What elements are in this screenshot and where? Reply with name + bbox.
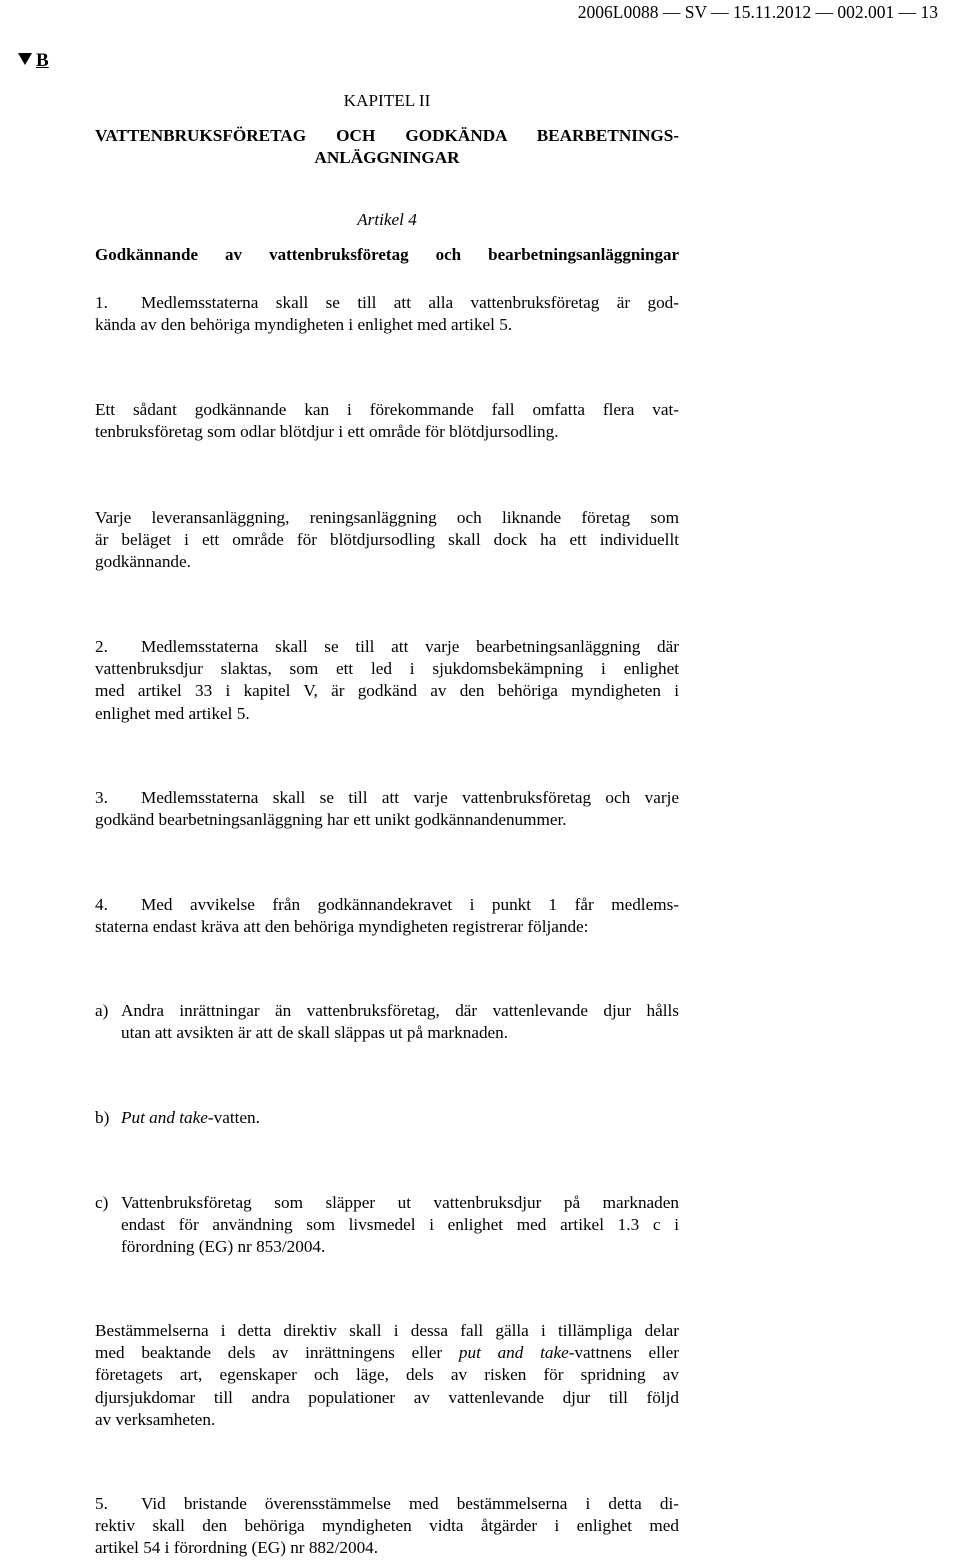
chapter-title xyxy=(95,125,679,169)
paragraph-1 xyxy=(95,292,679,336)
italic-term: Put and take xyxy=(121,1108,208,1127)
paragraph-number: 3. xyxy=(95,788,108,807)
paragraph-1-third: Varje leveransanläggning, reningsanläggning och liknande företag som är beläget i ett område för blötdjursodling skall dock ha ett individuellt godkännande. xyxy=(95,508,679,572)
paragraph-4-continuation: Bestämmelserna i detta direktiv skall i dessa fall gälla i tillämpliga delar med beaktande dels av inrättningens eller put and take-vattnens eller företagets art, egenskaper och läge, dels av risken för spridning av djursjukdomar till andra populationer av vattenlevande djur till följd av verksamheten. xyxy=(95,1321,680,1429)
paragraph-1-second: Ett sådant godkännande kan i förekommande fall omfatta flera vat- tenbruksföretag som odlar blötdjur i ett område för blötdjursodling. xyxy=(95,400,679,442)
list-item-c: c) Vattenbruksföretag som släpper ut vattenbruksdjur på marknaden endast för användning som livsmedel i enlighet med artikel 1.3 c i förordning (EG) nr 853/2004. xyxy=(95,1193,679,1257)
chapter-title-line-1: VATTENBRUKSFÖRETAG OCH GODKÄNDA BEARBETNINGS- xyxy=(95,126,680,145)
amendment-marker xyxy=(18,50,49,72)
paragraph-number: 2. xyxy=(95,637,108,656)
paragraph-1-line-2: kända av den behöriga myndigheten i enlighet med artikel 5. xyxy=(95,315,513,335)
list-item-label: c) xyxy=(95,1193,109,1212)
chapter-title-line-2: ANLÄGGNINGAR xyxy=(314,148,460,168)
paragraph-2: 2. Medlemsstaterna skall se till att varje bearbetningsanläggning där vattenbruksdjur slaktas, som ett led i sjukdomsbekämpning i enlighet med artikel 33 i kapitel V, är godkänd av den behöriga myndigheten i enlighet med artikel 5. xyxy=(95,637,679,723)
italic-term: put and take xyxy=(458,1343,569,1363)
list-item-b: b) Put and take-vatten. xyxy=(0,1107,960,1177)
paragraph-1-line-1: 1. Medlemsstaterna skall se till att alla vattenbruksföretag är god- xyxy=(95,292,679,314)
paragraph-3: 3. Medlemsstaterna skall se till att varje vattenbruksföretag och varje godkänd bearbetningsanläggning har ett unikt godkännandenummer. xyxy=(95,788,679,830)
paragraph-5: 5. Vid bristande överensstämmelse med bestämmelserna i detta di- rektiv skall den behöriga myndigheten vidta åtgärder i enlighet med artikel 54 i förordning (EG) nr 882/2004. xyxy=(95,1494,679,1558)
list-item-label: a) xyxy=(95,1001,109,1020)
article-title: Godkännande av vattenbruksföretag och bearbetningsanläggningar xyxy=(95,245,679,264)
article-label: Artikel 4 xyxy=(357,210,417,229)
chapter-label: KAPITEL II xyxy=(343,91,431,110)
amendment-marker-letter: B xyxy=(36,50,49,71)
document-reference-header: 2006L0088 — SV — 15.11.2012 — 002.001 — 13 xyxy=(577,2,938,22)
paragraph-number: 1. xyxy=(95,293,108,312)
list-item-label: b) xyxy=(95,1108,110,1127)
paragraph-4: 4. Med avvikelse från godkännandekravet i punkt 1 får medlems- staterna endast kräva att den behöriga myndigheten registrerar följande: xyxy=(95,895,679,937)
triangle-down-icon xyxy=(18,53,32,65)
list-item-a: a) Andra inrättningar än vattenbruksföretag, där vattenlevande djur hålls utan att avsikten är att de skall släppas ut på marknaden. xyxy=(95,1001,679,1043)
paragraph-number: 4. xyxy=(95,895,108,914)
paragraph-number: 5. xyxy=(95,1494,108,1513)
